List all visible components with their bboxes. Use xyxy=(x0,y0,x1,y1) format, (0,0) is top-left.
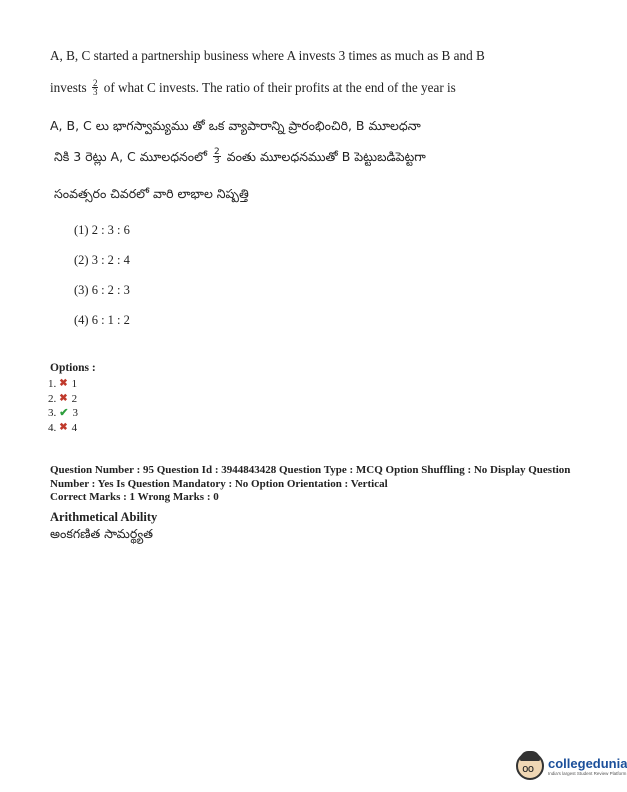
fraction-numerator: 2 xyxy=(92,78,98,89)
option-number: 4. xyxy=(48,421,57,434)
option-row-1 xyxy=(48,377,78,392)
option-number: 1. xyxy=(48,378,57,390)
question-line-1: A, B, C started a partnership business where A invests 3 times as much as B and B xyxy=(50,48,485,63)
cross-icon: ✖ xyxy=(59,378,68,389)
option-row-2 xyxy=(48,392,78,407)
option-value: 3 xyxy=(72,407,78,420)
telugu-line-2-end: వంతు మూలధనముతో B పెట్టుబడిపెట్టగా xyxy=(226,149,426,164)
cross-icon: ✖ xyxy=(59,392,68,404)
checkmark-icon: ✔ xyxy=(59,407,69,420)
telugu-fraction-denominator: 3 xyxy=(213,156,220,166)
option-value: 1 xyxy=(71,378,78,390)
cross-icon: ✖ xyxy=(59,421,68,433)
option-row-3 xyxy=(48,406,78,421)
question-meta xyxy=(50,464,580,505)
option-row-4 xyxy=(48,421,78,436)
telugu-line-2 xyxy=(54,149,426,168)
choice-4: (4) 6 : 1 : 2 xyxy=(74,313,130,327)
meta-line-1: Question Number : 95 Question Id : 3944843428 Question Type : MCQ Option Shuffling : No Display Question xyxy=(50,464,571,476)
fraction xyxy=(92,79,99,96)
option-number: 2. xyxy=(48,392,57,405)
section-title: Arithmetical Ability xyxy=(50,510,158,524)
options-list xyxy=(48,377,78,435)
section-title-telugu: అంకగణిత సామర్థ్యత xyxy=(50,526,153,541)
fraction-denominator: 3 xyxy=(92,87,98,98)
telugu-fraction-numerator: 2 xyxy=(213,147,220,157)
telugu-fraction xyxy=(213,148,221,165)
question-line-2-start: invests xyxy=(50,80,87,95)
choice-2: (2) 3 : 2 : 4 xyxy=(74,253,130,267)
question-line-2-end: of what C invests. The ratio of their profits at the end of the year is xyxy=(103,80,456,95)
mascot-icon xyxy=(516,752,544,780)
telugu-line-3: సంవత్సరం చివరలో వారి లాభాల నిష్పత్తి xyxy=(54,186,249,201)
logo-name: collegedunia xyxy=(548,756,627,771)
meta-line-3: Correct Marks : 1 Wrong Marks : 0 xyxy=(50,491,219,503)
collegedunia-logo xyxy=(516,752,627,780)
choice-1: (1) 2 : 3 : 6 xyxy=(74,223,130,237)
option-number: 3. xyxy=(48,407,57,420)
choice-3: (3) 6 : 2 : 3 xyxy=(74,283,130,297)
options-title: Options : xyxy=(50,362,96,374)
logo-tagline: India's largest Student Review Platform xyxy=(548,771,627,776)
option-value: 2 xyxy=(71,392,78,405)
telugu-line-1: A, B, C లు భాగస్వామ్యము తో ఒక వ్యాపారాన్ని ప్రారంభించిరి, B మూలధనా xyxy=(50,118,421,133)
telugu-line-2-start: నికి 3 రెట్లు A, C మూలధనంలో xyxy=(54,149,207,164)
meta-line-2: Number : Yes Is Question Mandatory : No Option Orientation : Vertical xyxy=(50,477,388,490)
option-value: 4 xyxy=(71,421,78,434)
question-line-2 xyxy=(50,80,456,97)
